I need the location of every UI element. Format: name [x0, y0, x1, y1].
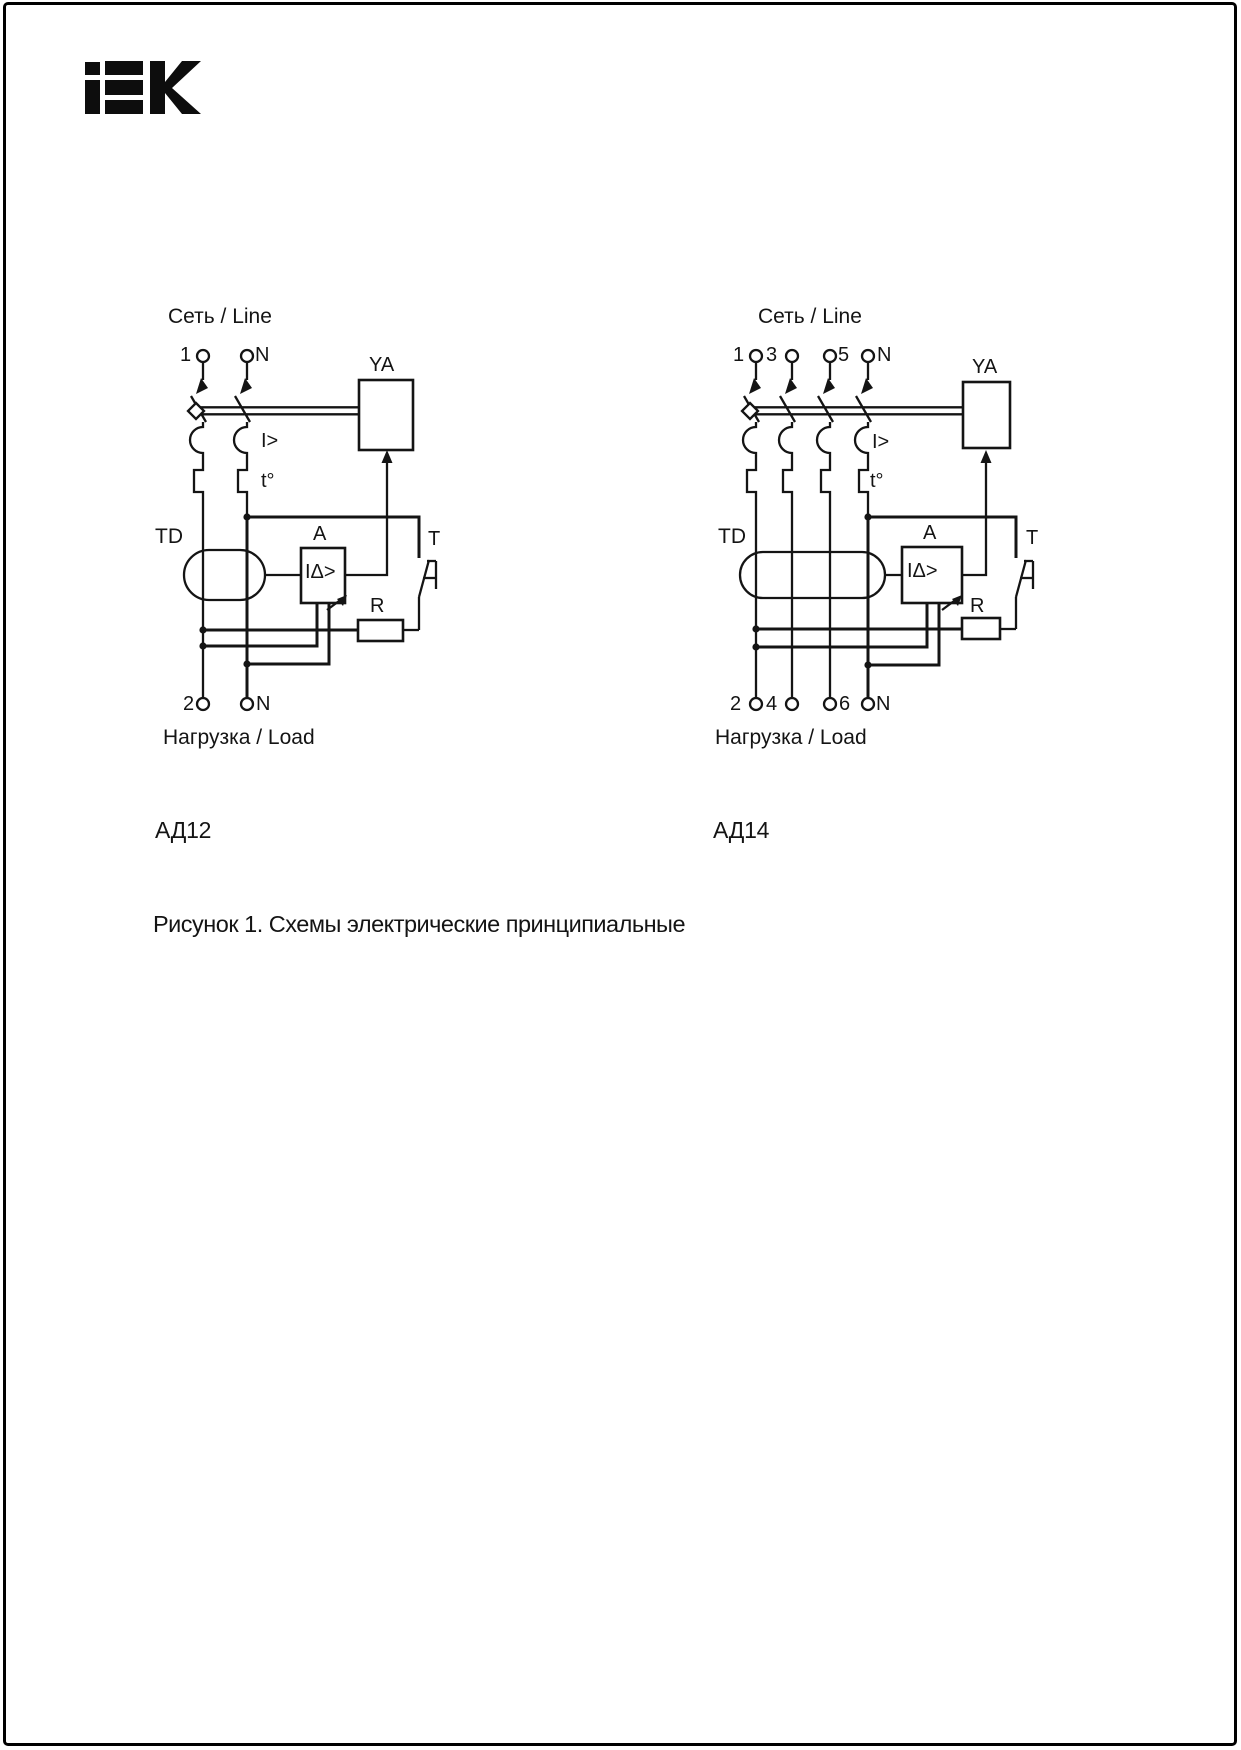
ad12-test-label: T	[428, 528, 441, 550]
ad14-top-terminal-label-1: 1	[733, 344, 745, 366]
ad12-line-label: Сеть / Line	[168, 305, 272, 328]
ad14-bottom-terminal-label-2: 2	[730, 693, 742, 715]
ad12-trip-arrowhead	[382, 450, 393, 463]
ad14-pole-n	[855, 350, 874, 710]
ad12-resistor-box	[358, 620, 403, 641]
ad12-release-1	[190, 422, 203, 698]
ad12-terminal-bottom-2	[197, 698, 209, 710]
ad12-terminal-bottom-n	[241, 698, 253, 710]
ad14-bottom-terminal-label-6: 6	[839, 693, 851, 715]
ad12-top-terminal-label-1: 1	[180, 344, 192, 366]
ad14-trip-bar	[752, 407, 963, 414]
ad12-resistor-label: R	[370, 595, 385, 617]
ad14-trip-arrowhead	[981, 450, 992, 463]
ad14-caption: АД14	[713, 817, 770, 843]
ad14-toroid	[740, 552, 885, 598]
ad12-bottom-wires	[203, 603, 358, 664]
ad14-junctions	[752, 513, 871, 668]
ad12-trip-coil-label: YA	[369, 354, 395, 376]
ad14-pole-2	[779, 350, 798, 710]
ad14-amplifier-label: A	[923, 522, 937, 544]
ad14-top-terminal-label-n: N	[877, 344, 892, 366]
ad12-amplifier-label: A	[313, 523, 327, 545]
ad12-bottom-terminal-label-n: N	[256, 693, 271, 715]
ad12-trip-bar	[198, 407, 359, 414]
ad14-trip-coil-label: YA	[972, 356, 998, 378]
ad12-load-label: Нагрузка / Load	[163, 726, 315, 749]
ad14-circuit	[740, 350, 1033, 710]
ad12-trip-wire	[345, 463, 387, 575]
ad12-trip-coil-box	[359, 380, 413, 450]
ad12-blade-n	[235, 396, 250, 422]
ad12-test-button	[247, 517, 436, 630]
ad12-transformer-label: TD	[155, 525, 183, 548]
ad14-trip-coil-box	[963, 382, 1010, 448]
ad12-circuit	[184, 350, 436, 710]
figure-caption: Рисунок 1. Схемы электрические принципиальные	[153, 911, 686, 937]
ad14-resistor-label: R	[970, 595, 985, 617]
ad12-junctions	[199, 513, 250, 667]
ad14-line-label: Сеть / Line	[758, 305, 862, 328]
ad12-pole-n	[234, 350, 253, 710]
ad14-test-label: T	[1026, 527, 1039, 549]
ad12-thermal-label: t°	[261, 470, 275, 492]
ad14-test-button	[868, 517, 1033, 629]
ad14-overcurrent-label: I>	[872, 431, 890, 453]
ad14-resistor-box	[962, 618, 1000, 639]
ad14-transformer-label: TD	[718, 525, 746, 548]
ad14-load-label: Нагрузка / Load	[715, 726, 867, 749]
ad12-overcurrent-label: I>	[261, 430, 279, 452]
ad14-top-terminal-label-5: 5	[838, 344, 850, 366]
ad12-top-terminal-label-n: N	[255, 344, 270, 366]
ad12-terminal-top-n	[241, 350, 253, 362]
ad12-toroid	[184, 550, 265, 600]
ad12-caption: АД12	[155, 817, 212, 843]
ad14-trip-wire	[962, 463, 986, 575]
ad12-pole-1	[190, 350, 209, 710]
ad14-bottom-terminal-label-4: 4	[766, 693, 778, 715]
ad12-contact-arrow-n	[240, 378, 252, 394]
ad14-bottom-wires	[756, 603, 962, 665]
ad12-terminal-top-1	[197, 350, 209, 362]
ad12-release-n	[234, 422, 247, 517]
ad12-bottom-terminal-label-2: 2	[183, 693, 195, 715]
ad14-top-terminal-label-3: 3	[766, 344, 778, 366]
ad14-thermal-label: t°	[870, 470, 884, 492]
ad14-bottom-terminal-label-n: N	[876, 693, 891, 715]
ad14-differential-label: IΔ>	[907, 560, 938, 582]
ad12-contact-arrow-1	[196, 378, 208, 394]
ad14-pole-3	[817, 350, 836, 710]
ad12-differential-label: IΔ>	[305, 561, 336, 583]
